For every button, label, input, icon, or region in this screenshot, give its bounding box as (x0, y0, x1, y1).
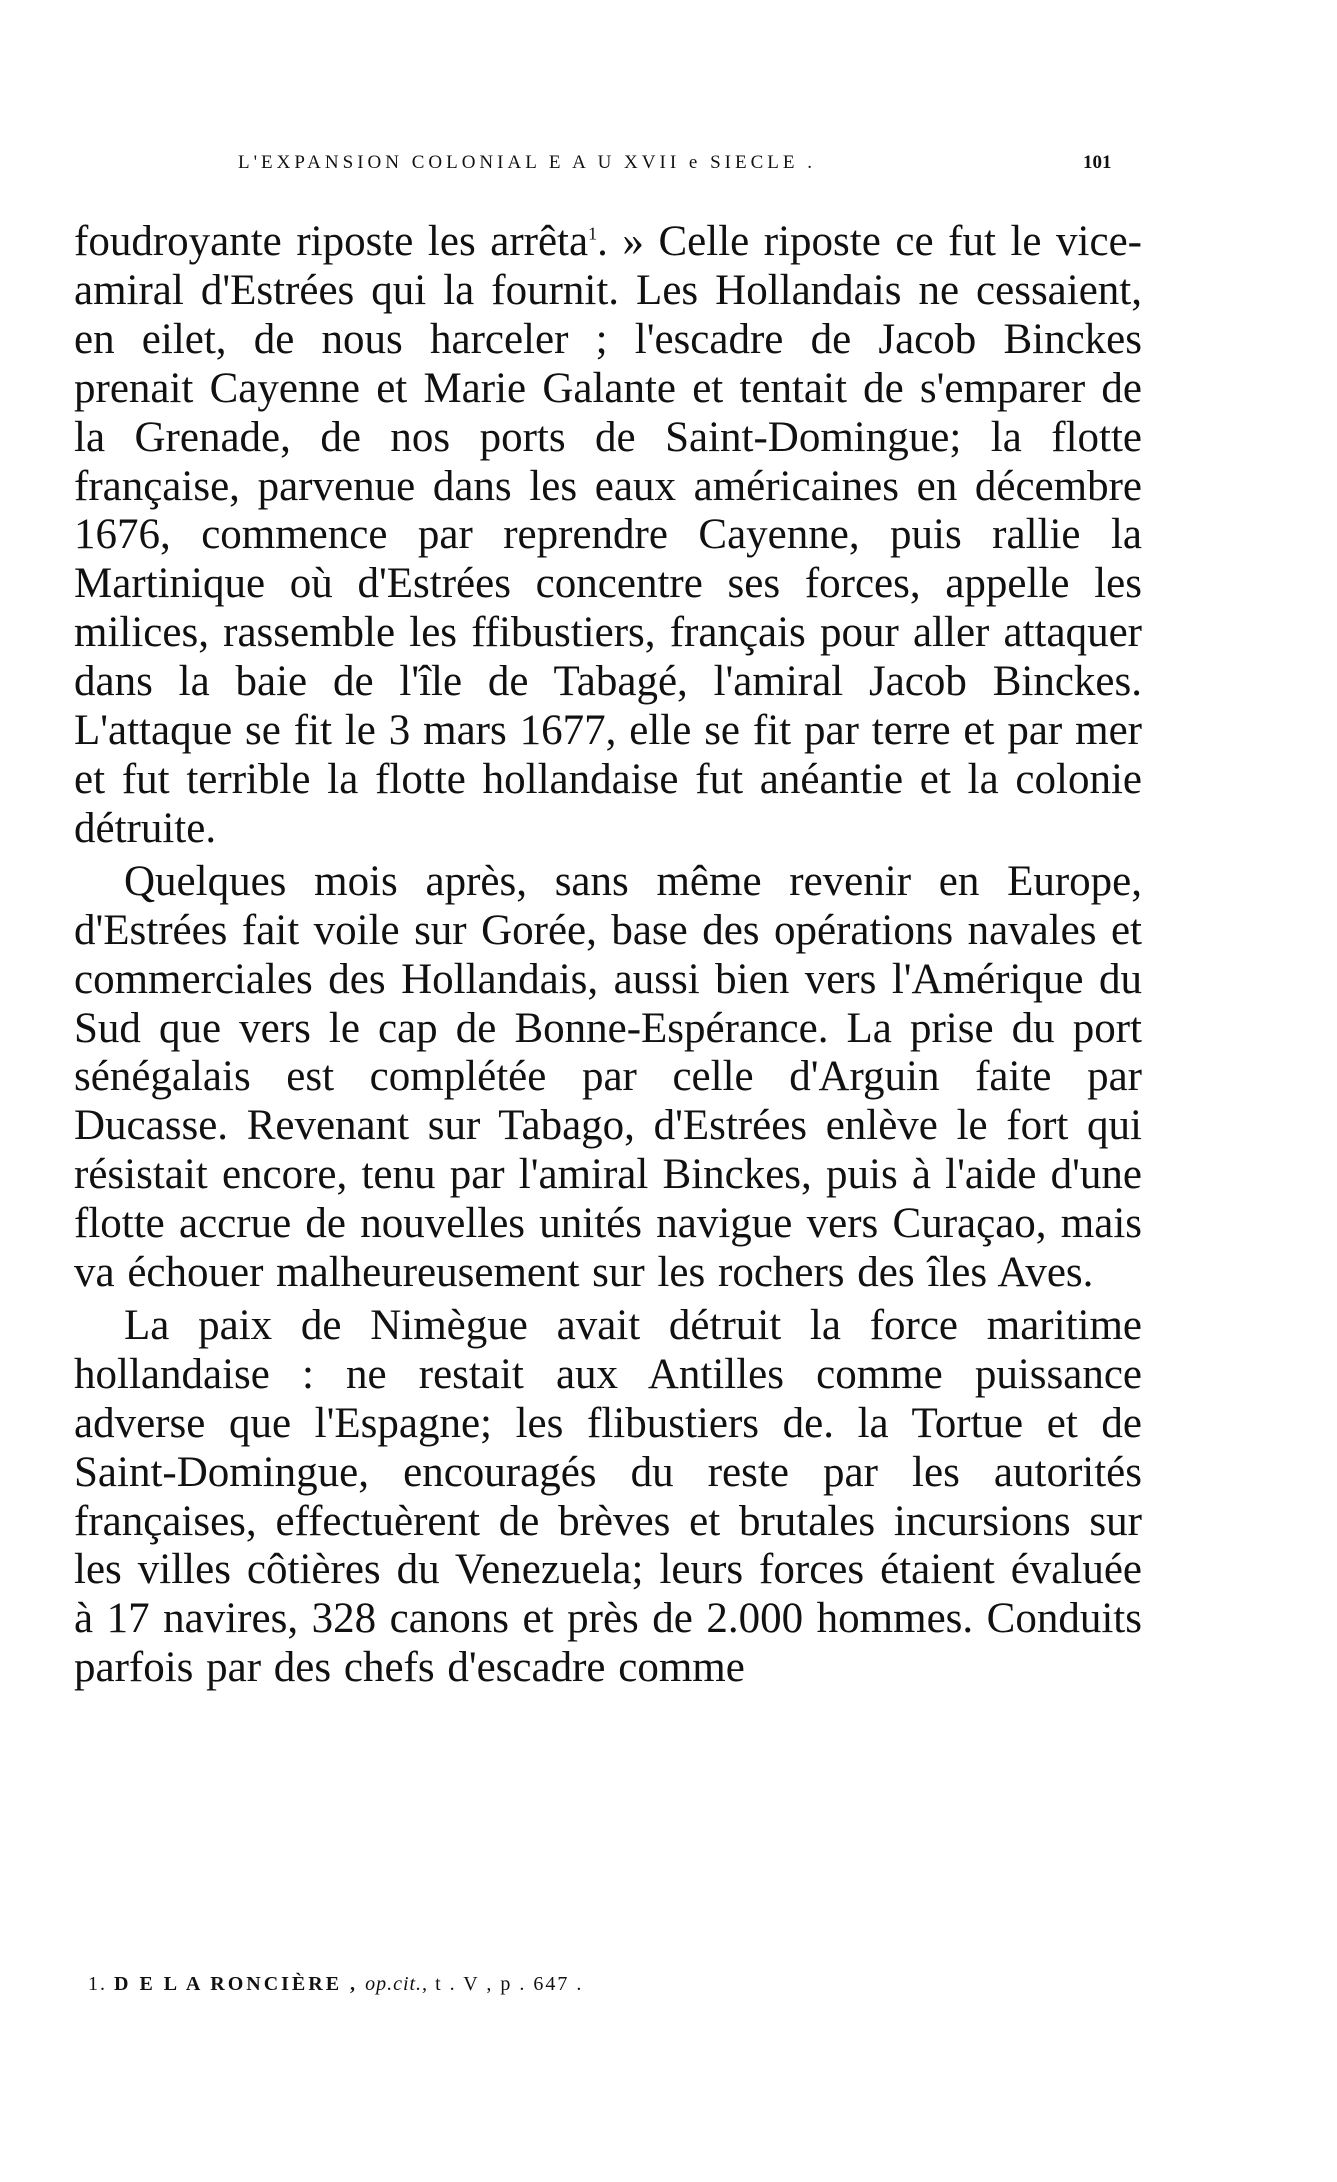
footnote (88, 1973, 583, 1996)
paragraph: La paix de Nimègue avait détruit la force maritime hollandaise : ne restait aux Antilles comme puissance adverse que l'Espagne; les flibustiers de. la Tortue et de Saint-Domingue, encouragés du reste par les autorités françaises, effectuèrent de brèves et brutales incursions sur les villes côtières du Venezuela; leurs forces étaient évaluée à 17 navires, 328 canons et près de 2.000 hommes. Conduits parfois par des chefs d'escadre comme (74, 1301, 1142, 1692)
footnote-marker: 1 (588, 223, 598, 244)
paragraph-text: foudroyante riposte les arrêta (74, 218, 589, 265)
paragraph-text: . » Celle riposte ce fut le vice-amiral d'Estrées qui la fournit. Les Hollandais ne cessaient, en eilet, de nous harceler ; l'escadre de Jacob Binckes prenait Cayenne et Marie Galante et tentait de s'emparer de la Grenade, de nos ports de Saint-Domingue; la flotte française, parvenue dans les eaux américaines en décembre 1676, commence par reprendre Cayenne, puis rallie la Martinique où d'Estrées concentre ses forces, appelle les milices, rassemble les ffibustiers, français pour aller attaquer dans la baie de l'île de Tabagé, l'amiral Jacob Binckes. L'attaque se fit le 3 mars 1677, elle se fit par terre et par mer et fut terrible la flotte hollandaise fut anéantie et la colonie détruite. (74, 218, 1142, 852)
paragraph: Quelques mois après, sans même revenir en Europe, d'Estrées fait voile sur Gorée, base des opérations navales et commerciales des Hollandais, aussi bien vers l'Amérique du Sud que vers le cap de Bonne-Espérance. La prise du port sénégalais est complétée par celle d'Arguin faite par Ducasse. Revenant sur Tabago, d'Estrées enlève le fort qui résistait encore, tenu par l'amiral Binckes, puis à l'aide d'une flotte accrue de nouvelles unités navigue vers Curaçao, mais va échouer malheureusement sur les rochers des îles Aves. (74, 857, 1142, 1297)
footnote-author: D E L A RONCIÈRE , (114, 1973, 359, 1995)
footnote-reference: op.cit., (365, 1973, 429, 1995)
running-head: L'EXPANSION COLONIAL E A U XVII e SIECLE . (238, 152, 816, 173)
page-number: 101 (1083, 152, 1112, 173)
paragraph (74, 218, 1142, 854)
footnote-location: t . V , p . 647 . (435, 1973, 584, 1995)
body-text (74, 218, 1142, 1693)
footnote-number: 1. (88, 1973, 107, 1995)
